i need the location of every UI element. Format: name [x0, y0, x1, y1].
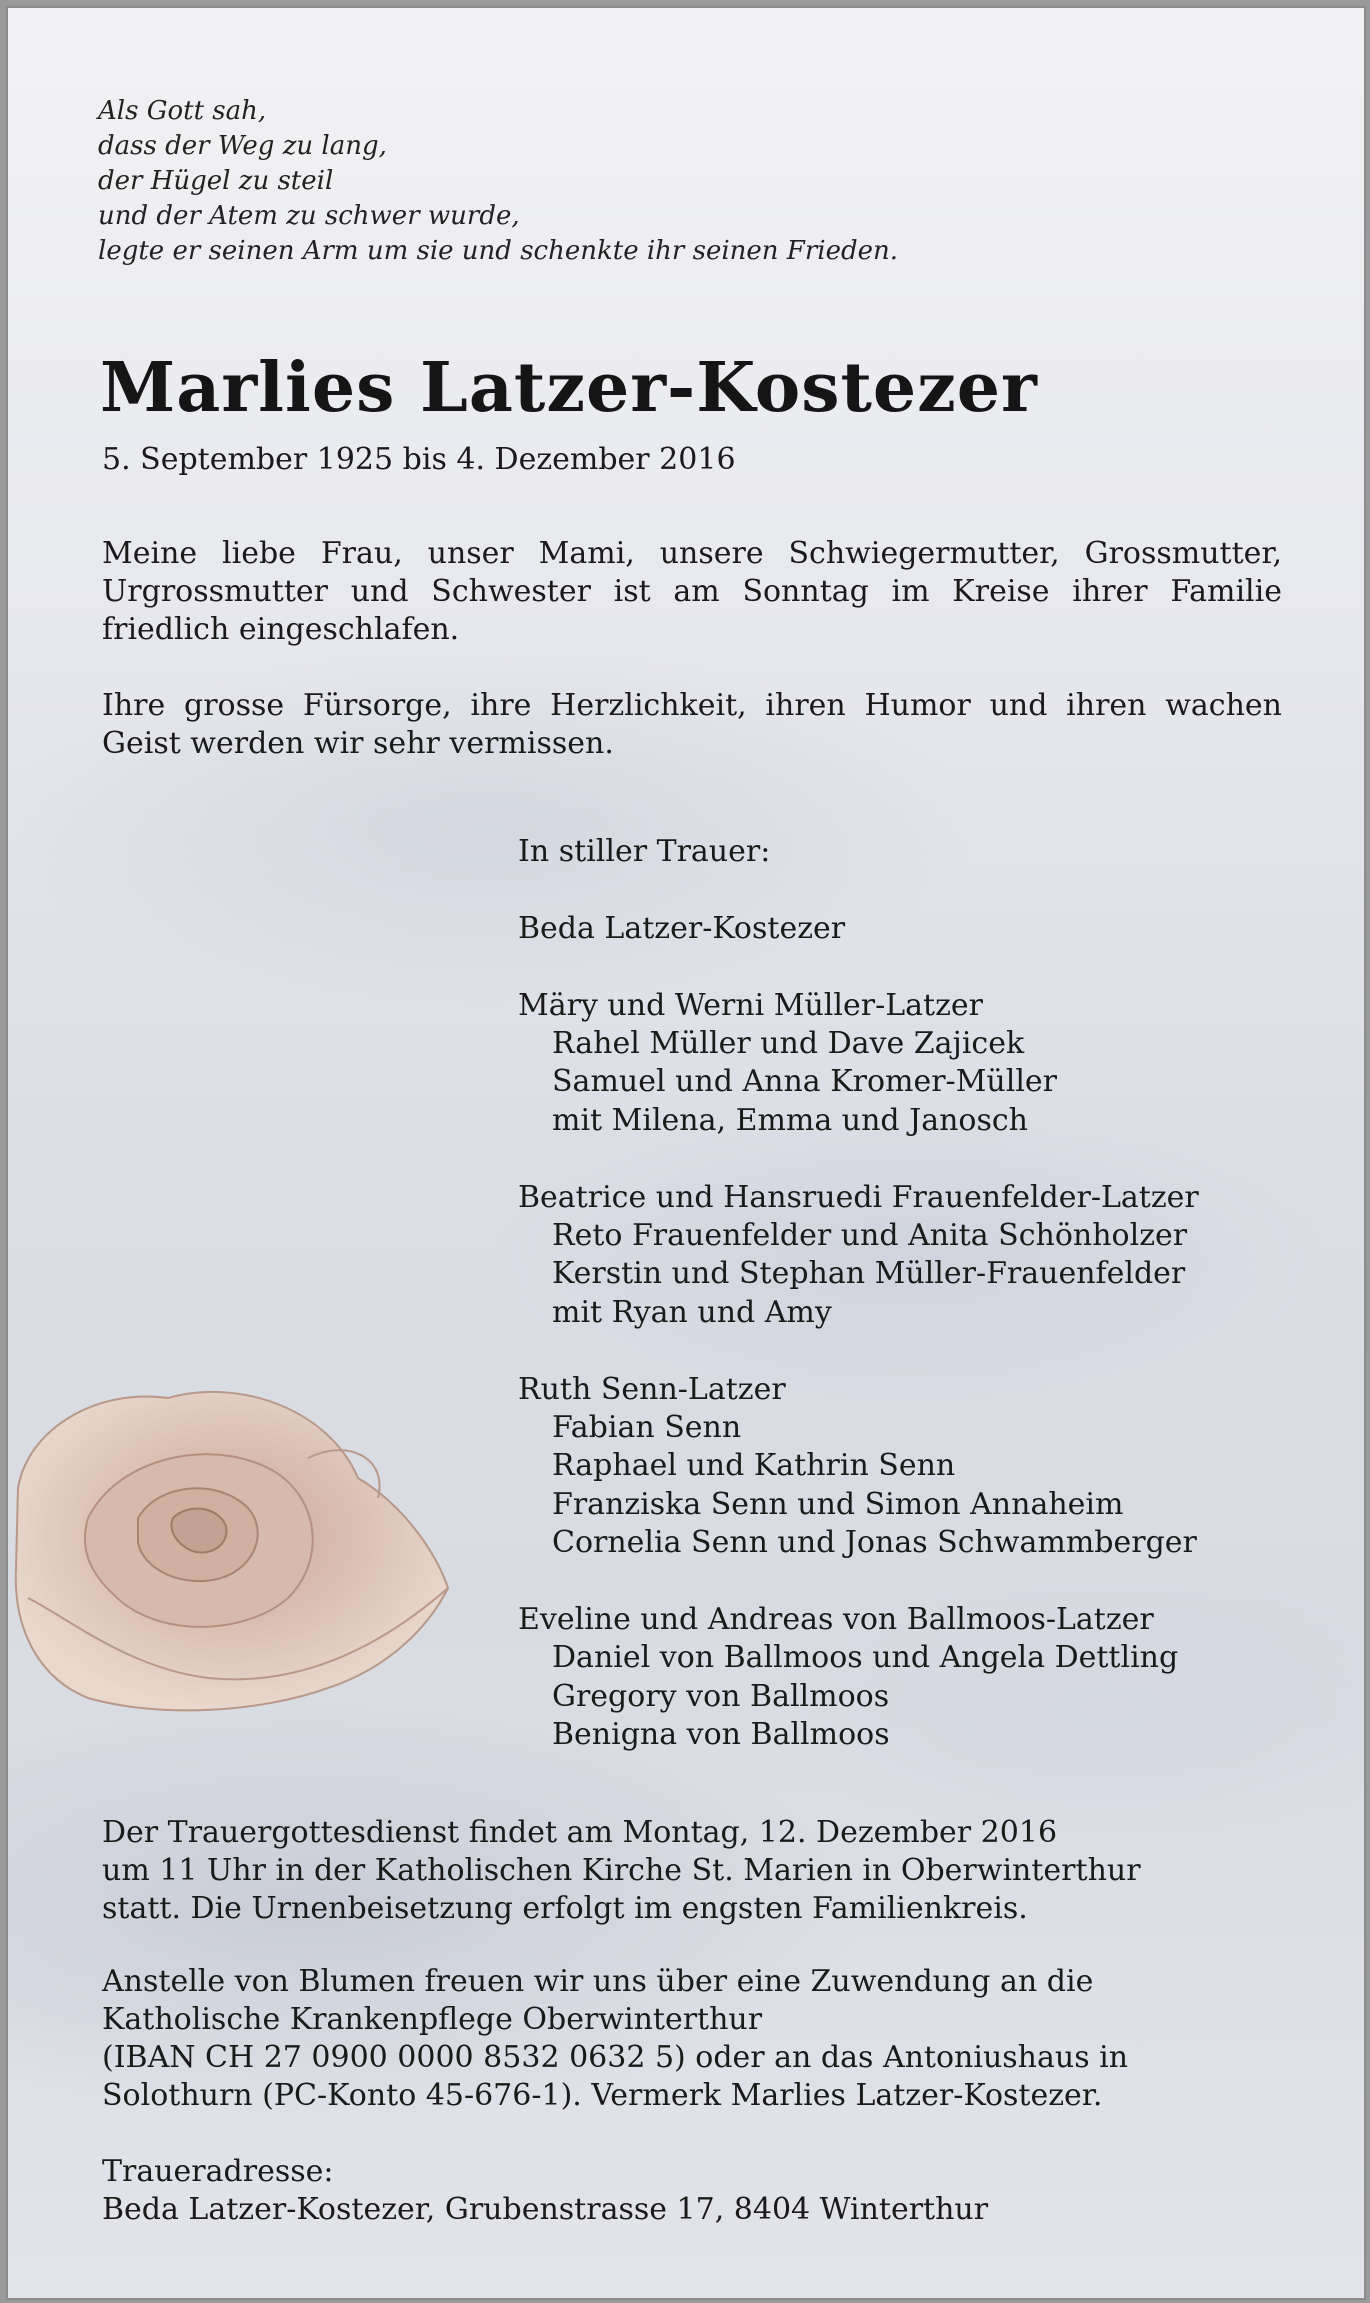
mourner-member: Kerstin und Stephan Müller-Frauenfelder — [552, 1256, 1186, 1292]
mourners-list — [518, 833, 1199, 1755]
mourner-member: Raphael und Kathrin Senn — [552, 1448, 956, 1484]
donation-line: Katholische Krankenpflege Oberwinterthur — [102, 2002, 763, 2037]
mourner-member: mit Milena, Emma und Janosch — [552, 1102, 1028, 1138]
poem-line: dass der Weg zu lang, — [98, 131, 387, 161]
service-paragraph — [102, 1814, 1282, 1928]
mourner-member: Rahel Müller und Dave Zajicek — [552, 1026, 1025, 1061]
service-line: um 11 Uhr in der Katholischen Kirche St. Marien in Oberwinterthur — [102, 1853, 1141, 1888]
rose-image — [8, 1368, 468, 1748]
deceased-name: Marlies Latzer-Kostezer — [100, 348, 1038, 428]
mourner-member: mit Ryan und Amy — [552, 1294, 832, 1330]
address-label: Traueradresse: — [102, 2154, 334, 2189]
donation-line: (IBAN CH 27 0900 0000 8532 0632 5) oder an das Antoniushaus in — [102, 2040, 1129, 2075]
mourner-member: Benigna von Ballmoos — [552, 1717, 890, 1753]
poem — [98, 94, 898, 269]
poem-line: Als Gott sah, — [98, 96, 267, 126]
service-line: statt. Die Urnenbeisetzung erfolgt im engsten Familienkreis. — [102, 1891, 1028, 1926]
mourner-member: Cornelia Senn und Jonas Schwammberger — [552, 1525, 1197, 1561]
intro-paragraph: Meine liebe Frau, unser Mami, unsere Schwiegermutter, Grossmutter, Urgrossmutter und Schwester ist am Sonntag im Kreise ihrer Familie friedlich eingeschlafen. — [102, 536, 1282, 647]
mourner-member: Daniel von Ballmoos und Angela Dettling — [552, 1640, 1179, 1676]
life-dates: 5. September 1925 bis 4. Dezember 2016 — [102, 442, 736, 477]
mourner-head: Beatrice und Hansruedi Frauenfelder-Latzer — [518, 1179, 1199, 1215]
mourner-member: Samuel und Anna Kromer-Müller — [552, 1064, 1058, 1100]
memory-paragraph: Ihre grosse Fürsorge, ihre Herzlichkeit, ihren Humor und ihren wachen Geist werden wir sehr vermissen. — [102, 688, 1282, 761]
mourner-member: Reto Frauenfelder und Anita Schönholzer — [552, 1218, 1188, 1254]
address-line: Beda Latzer-Kostezer, Grubenstrasse 17, 8404 Winterthur — [102, 2192, 989, 2227]
mourner-member: Franziska Senn und Simon Annaheim — [552, 1486, 1124, 1522]
mourner-member: Fabian Senn — [552, 1410, 742, 1446]
poem-line: und der Atem zu schwer wurde, — [98, 201, 520, 231]
mourning-heading: In stiller Trauer: — [518, 834, 771, 869]
mourner-head: Ruth Senn-Latzer — [518, 1371, 786, 1407]
donation-paragraph — [102, 1963, 1282, 2115]
poem-line: legte er seinen Arm um sie und schenkte ihr seinen Frieden. — [98, 236, 898, 266]
mourner-head: Beda Latzer-Kostezer — [518, 910, 846, 946]
donation-line: Anstelle von Blumen freuen wir uns über eine Zuwendung an die — [102, 1964, 1094, 1999]
poem-line: der Hügel zu steil — [98, 166, 334, 196]
mourner-head: Märy und Werni Müller-Latzer — [518, 987, 983, 1023]
service-line: Der Trauergottesdienst findet am Montag, 12. Dezember 2016 — [102, 1815, 1058, 1850]
mourner-member: Gregory von Ballmoos — [552, 1678, 890, 1714]
address-block — [102, 2153, 1282, 2229]
mourner-head: Eveline und Andreas von Ballmoos-Latzer — [518, 1602, 1154, 1638]
obituary-page — [6, 6, 1366, 2300]
donation-line: Solothurn (PC-Konto 45-676-1). Vermerk Marlies Latzer-Kostezer. — [102, 2078, 1103, 2113]
